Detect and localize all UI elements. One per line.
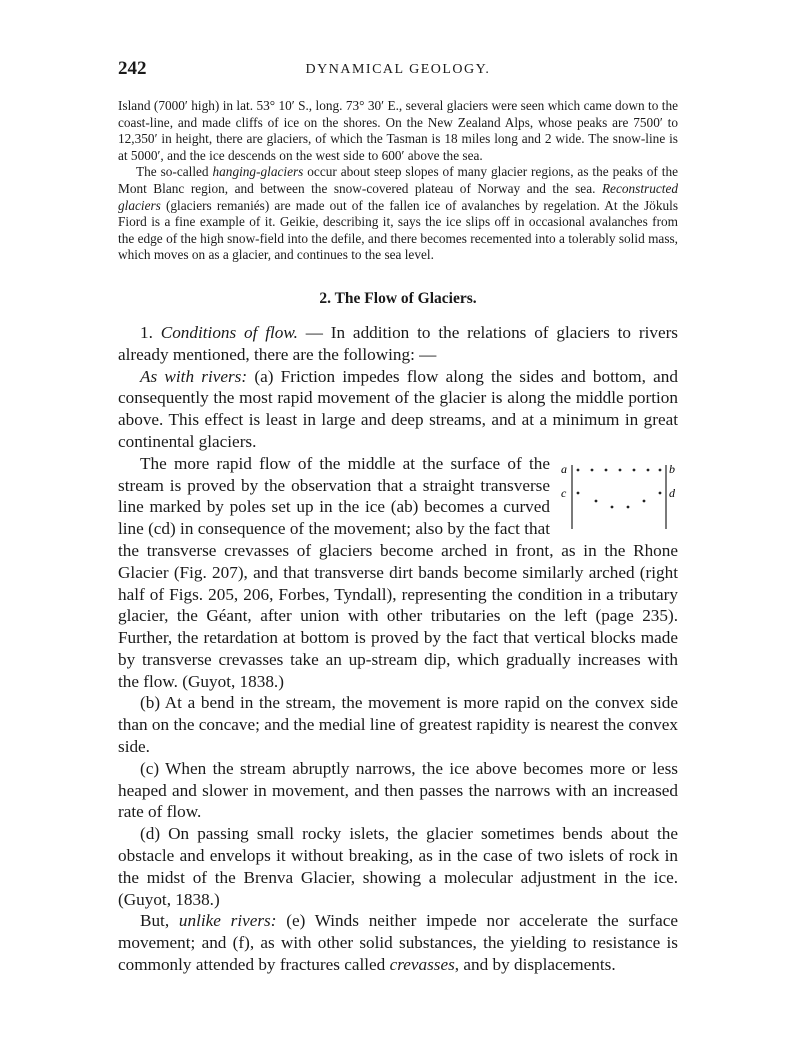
label-a: a [561,461,567,476]
paragraph-c: (c) When the stream abruptly narrows, the ice above becomes more or less heaped and slower in movement, and then passes the narrows with an increased rate of flow. [118,758,678,822]
text-run: (a) Friction impedes flow along the sides and bottom, and consequently the most rapid movement of the glacier is along the middle portion above. This effect is least in large and deep streams, and at a minimum in great continental glaciers. [118,366,678,451]
section-title: 2. The Flow of Glaciers. [319,289,477,307]
paragraph-unlike-rivers [118,910,678,975]
straight-pole-line [577,468,662,471]
paragraph-conditions [118,322,678,366]
paragraph-flow-proof [118,453,678,693]
label-d: d [669,485,675,500]
text-run: , and by displacements. [454,955,616,975]
term-as-with-rivers: As with rivers: [140,366,248,386]
paragraph-d: (d) On passing small rocky islets, the glacier sometimes bends about the obstacle and envelops it without breaking, as in the case of two islets of rock in the midst of the Brenva Glacier, showing a molecular adjustment in the ice. (Guyot, 1838.) [118,824,678,909]
text-run: But, [140,911,179,931]
running-title: DYNAMICAL GEOLOGY. [305,62,491,77]
text-run: The more rapid flow of the middle at the surface of the stream is proved by the observation that a straight transverse line marked by poles set up in the ice (ab) becomes a curved line (cd) in consequence of the movement; also by the fact that the transverse crevasses of glaciers become arched in front, as in the Rhone Glacier (Fig. 207), and that transverse dirt bands become similarly arched (right half of Figs. 205, 206, Forbes, Tyndall), representing the condition in a tributary glacier, the Géant, after union with other tributaries on the left (page 235). Further, the retardation at bottom is proved by the fact that vertical blocks made by transverse crevasses take an up-stream dip, which gradually increases with the flow. (Guyot, 1838.) [118,453,678,691]
flow-diagram [560,457,678,533]
term-crevasses: crevasses [389,955,455,975]
text-run: (e) Winds neither impede nor accelerate the surface movement; and (f), as with other solid substances, the yielding to resistance is commonly attended by fractures called [118,911,678,975]
page-number: 242 [118,58,147,79]
text-run: 1. [140,322,161,342]
label-c: c [561,485,567,500]
body-text [118,322,678,976]
label-b: b [669,461,675,476]
page-header [118,58,678,86]
term-unlike-rivers: unlike rivers: [178,911,277,931]
intro-paragraph-1: Island (7000′ high) in lat. 53° 10′ S., long. 73° 30′ E., several glaciers were seen which came down to the coast-line, and made cliffs of ice on the shores. On the New Zealand Alps, whose peaks are 7500′ to 12,350′ in height, there are glaciers, of which the Tasman is 18 miles long and 2 wide. The snow-line is at 5000′, and the ice descends on the west side to 600′ above the sea. [118,98,678,163]
flow-figure [560,457,678,533]
text-run: occur about steep slopes of many glacier regions, as the peaks of the Mont Blanc region, and between the snow-covered plateau of Norway and the sea. [118,164,678,196]
paragraph-b: (b) At a bend in the stream, the movement is more rapid on the convex side than on the concave; and the medial line of greatest rapidity is nearest the convex side. [118,693,678,757]
intro-paragraph-2 [118,164,678,264]
text-run: The so-called [136,164,213,180]
term-hanging-glaciers: hanging-glaciers [212,164,304,180]
curved-pole-line [577,491,662,508]
page [118,58,678,976]
text-run: — In addition to the relations of glaciers to rivers already mentioned, there are the following: — [118,322,678,364]
paragraph-a [118,366,678,453]
text-run: (glaciers remaniés) are made out of the fallen ice of avalanches by regelation. At the Jökuls Fiord is a fine example of it. Geikie, describing it, says the ice slips off in occasional avalanches from the edge of the high snow-field into the defile, and there becomes recemented into a tolerably solid mass, which moves on as a glacier, and continues to the sea level. [118,197,678,263]
term-reconstructed-glaciers: Reconstructed glaciers [118,180,678,213]
intro-text [118,98,678,264]
heading-conditions-of-flow: Conditions of flow. [160,322,298,342]
